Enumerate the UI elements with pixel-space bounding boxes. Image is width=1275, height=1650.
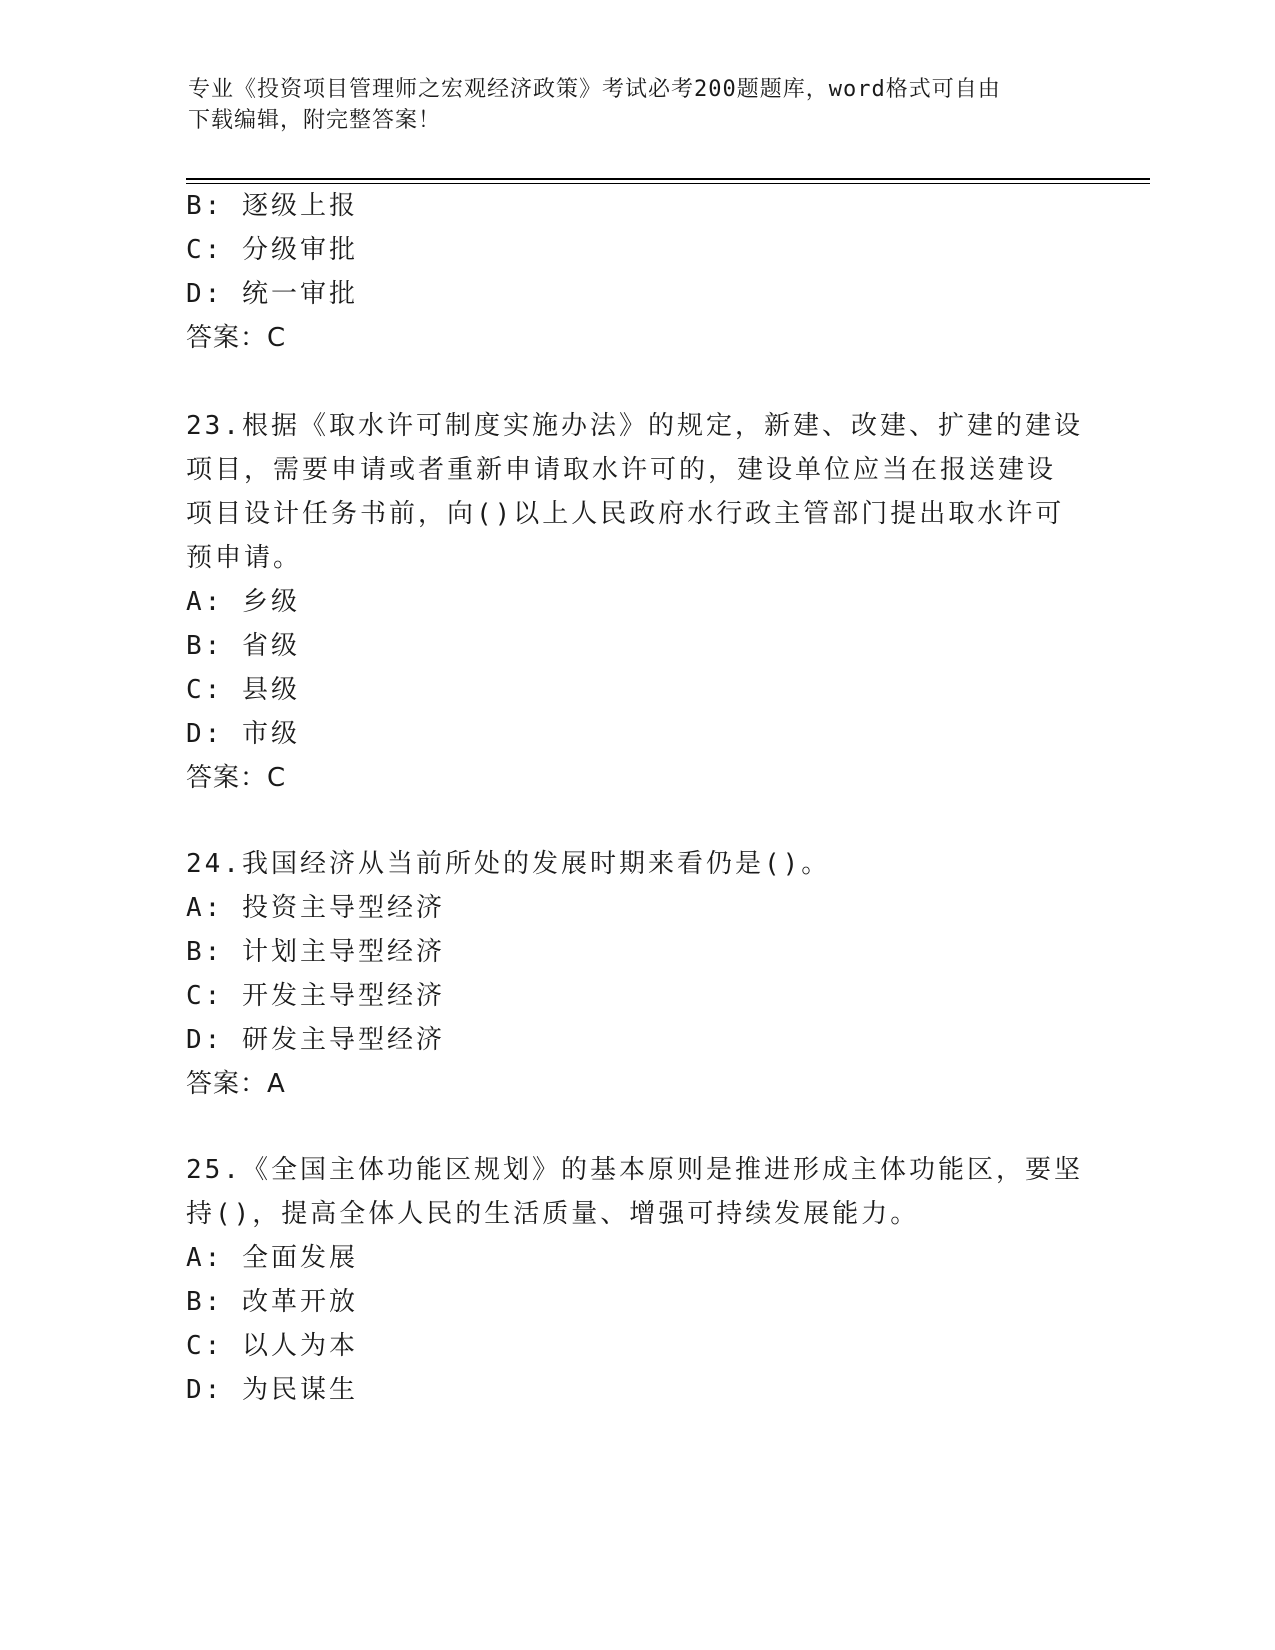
- q25-option-a: A: 全面发展: [186, 1243, 358, 1273]
- q23-option-c: C: 县级: [186, 675, 300, 705]
- q25-stem-line-1: 25.《全国主体功能区规划》的基本原则是推进形成主体功能区，要坚: [186, 1155, 1083, 1185]
- q23-stem-line-3: 项目设计任务书前，向()以上人民政府水行政主管部门提出取水许可: [186, 499, 1065, 529]
- header-divider: [186, 178, 1150, 184]
- q22-option-d: D: 统一审批: [186, 279, 358, 309]
- q24-option-b: B: 计划主导型经济: [186, 937, 445, 967]
- q22-option-b: B: 逐级上报: [186, 191, 358, 221]
- header-line-1: 专业《投资项目管理师之宏观经济政策》考试必考200题题库，word格式可自由: [188, 77, 1001, 102]
- q23-answer: 答案：C: [186, 763, 287, 793]
- q23-stem-line-1: 23.根据《取水许可制度实施办法》的规定，新建、改建、扩建的建设: [186, 411, 1083, 441]
- q24-answer: 答案：A: [186, 1069, 286, 1099]
- q24-stem-line-1: 24.我国经济从当前所处的发展时期来看仍是()。: [186, 849, 831, 879]
- q23-stem-line-4: 预申请。: [186, 543, 303, 573]
- q24-option-d: D: 研发主导型经济: [186, 1025, 445, 1055]
- q24-option-c: C: 开发主导型经济: [186, 981, 445, 1011]
- q23-option-a: A: 乡级: [186, 587, 300, 617]
- q25-option-b: B: 改革开放: [186, 1287, 358, 1317]
- q22-option-c: C: 分级审批: [186, 235, 358, 265]
- q22-answer: 答案：C: [186, 323, 287, 353]
- q23-option-d: D: 市级: [186, 719, 300, 749]
- q23-stem-line-2: 项目，需要申请或者重新申请取水许可的，建设单位应当在报送建设: [186, 455, 1057, 485]
- q23-option-b: B: 省级: [186, 631, 300, 661]
- q25-stem-line-2: 持()，提高全体人民的生活质量、增强可持续发展能力。: [186, 1199, 920, 1229]
- q25-option-d: D: 为民谋生: [186, 1375, 358, 1405]
- document-header: [188, 74, 1068, 136]
- header-line-2: 下载编辑，附完整答案！: [188, 108, 442, 133]
- q25-option-c: C: 以人为本: [186, 1331, 358, 1361]
- q24-option-a: A: 投资主导型经济: [186, 893, 445, 923]
